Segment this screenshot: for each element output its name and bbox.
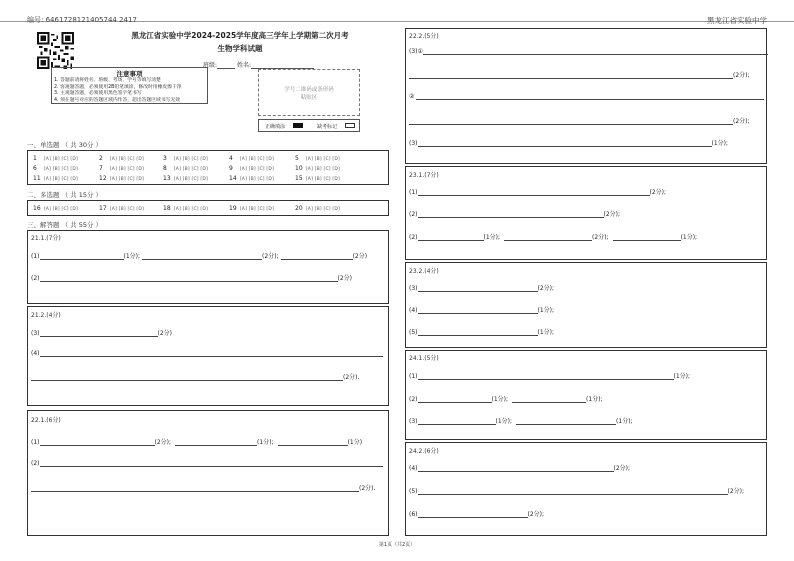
answer-line[interactable]: (2) (1分); (2分); (1分); — [409, 234, 698, 241]
exam-title: 黑龙江省实验中学2024-2025学年度高三学年上学期第二次月考 — [131, 31, 349, 40]
answer-line[interactable]: (2) (2分); — [409, 211, 621, 218]
answer-line[interactable]: (4) (1分); — [409, 307, 555, 314]
mc-question[interactable]: 19 [A] [B] [C] [D] — [229, 205, 274, 212]
mc-question[interactable]: 12 [A] [B] [C] [D] — [99, 175, 144, 182]
answer-line[interactable]: (3) (2分); — [409, 285, 555, 292]
notice-item: 2. 客观题答题，必须使用2B铅笔填涂，修改时用橡皮擦干净 — [54, 84, 182, 90]
section-answer: 三、解答题 （ 共 55分 ） — [27, 221, 103, 229]
section-single-choice: 一、单选题 （ 共 30分 ） — [27, 141, 103, 149]
mc-question[interactable]: 16 [A] [B] [C] [D] — [33, 205, 78, 212]
question-label: 23.1.(7分) — [409, 172, 439, 179]
mc-question[interactable]: 18 [A] [B] [C] [D] — [163, 205, 208, 212]
question-label: 21.1.(7分) — [31, 235, 61, 242]
answer-line[interactable]: (3)① — [409, 48, 768, 55]
page-footer: 第1页（共2页） — [378, 542, 416, 548]
mc-question[interactable]: 15 [A] [B] [C] [D] — [295, 175, 340, 182]
mc-question[interactable]: 10 [A] [B] [C] [D] — [295, 165, 340, 172]
mc-question[interactable]: 11 [A] [B] [C] [D] — [33, 175, 78, 182]
answer-line[interactable]: (5) (1分); — [409, 329, 555, 336]
school-name: 黑龙江省实验中学 — [707, 16, 767, 25]
answer-line[interactable]: (1) (2分); (1分); (1分) — [31, 439, 363, 446]
notice-item: 3. 主观题答题，必须使用黑色签字笔书写 — [54, 91, 142, 97]
barcode-area: 学号二维码或条形码 粘贴区 — [258, 69, 360, 116]
answer-line[interactable]: (4) (2分); — [409, 465, 631, 472]
question-label: 24.1.(5分) — [409, 355, 439, 362]
mc-question[interactable]: 4 [A] [B] [C] [D] — [229, 155, 274, 162]
answer-line[interactable]: (1) (1分); — [409, 373, 691, 380]
mc-question[interactable]: 2 [A] [B] [C] [D] — [99, 155, 144, 162]
answer-line[interactable]: (2分); — [409, 116, 750, 125]
mc-question[interactable]: 20 [A] [B] [C] [D] — [295, 205, 340, 212]
answer-line[interactable]: (3) (1分); — [409, 140, 729, 147]
question-label: 21.2.(4分) — [31, 312, 61, 319]
answer-line[interactable]: (1) (2分); — [409, 189, 667, 196]
mc-question[interactable]: 7 [A] [B] [C] [D] — [99, 165, 144, 172]
mc-question[interactable]: 3 [A] [B] [C] [D] — [163, 155, 208, 162]
answer-line[interactable]: (2) (2分) — [31, 275, 352, 282]
absent-mark-box[interactable] — [345, 123, 355, 128]
answer-line[interactable]: (2分). — [31, 372, 359, 381]
question-label: 22.2.(5分) — [409, 33, 439, 40]
exam-subject: 生物学科试题 — [217, 44, 263, 53]
notice-item: 4. 须在题号对应的答题区域内作答，超出答题区域书写无效 — [54, 97, 181, 103]
answer-box-21-1 — [27, 230, 389, 304]
answer-line[interactable]: (6) (2分); — [409, 511, 545, 518]
mc-question[interactable]: 14 [A] [B] [C] [D] — [229, 175, 274, 182]
mc-question[interactable]: 13 [A] [B] [C] [D] — [163, 175, 208, 182]
notice-box — [51, 67, 208, 104]
answer-line[interactable]: (3) (1分); (1分); — [409, 418, 633, 425]
answer-line[interactable]: (5) (2分); — [409, 488, 745, 495]
top-bar — [0, 0, 794, 25]
notice-item: 1. 答题前请将姓名、班级、考场、学号等填写清楚 — [54, 78, 161, 83]
qr-code-icon — [37, 32, 74, 69]
question-label: 24.2.(6分) — [409, 448, 439, 455]
answer-line[interactable]: (4) — [31, 350, 383, 357]
fill-legend: 正确填涂 缺考标记 — [258, 119, 360, 132]
mc-question[interactable]: 5 [A] [B] [C] [D] — [295, 155, 340, 162]
answer-line[interactable]: (2) — [31, 460, 383, 467]
mc-question[interactable]: 1 [A] [B] [C] [D] — [33, 155, 78, 162]
question-label: 22.1.(6分) — [31, 417, 61, 424]
notice-title: 注意事项 — [116, 70, 143, 78]
answer-line[interactable]: (1) (1分); (2分); (2分) — [31, 253, 368, 260]
mc-question[interactable]: 17 [A] [B] [C] [D] — [99, 205, 144, 212]
mc-question[interactable]: 8 [A] [B] [C] [D] — [163, 165, 208, 172]
section-multi-choice: 二、多选题 （ 共 15分 ） — [27, 191, 103, 199]
answer-line[interactable]: (2分). — [31, 483, 375, 492]
answer-line[interactable]: (2分); — [409, 70, 750, 79]
answer-box-22-1 — [27, 410, 389, 536]
answer-line[interactable]: (3) (2分) — [31, 330, 172, 337]
answer-line[interactable]: (2) (1分); (1分); — [409, 396, 603, 403]
question-label: 23.2.(4分) — [409, 268, 439, 275]
class-field[interactable]: 班级: — [203, 60, 235, 69]
name-field[interactable]: 姓名: — [237, 60, 314, 69]
mc-question[interactable]: 6 [A] [B] [C] [D] — [33, 165, 78, 172]
mc-question[interactable]: 9 [A] [B] [C] [D] — [229, 165, 274, 172]
answer-line[interactable]: ② — [409, 93, 764, 100]
filled-mark-sample — [293, 123, 303, 128]
exam-number: 编号: 6461728121405744 2417 — [27, 16, 137, 24]
